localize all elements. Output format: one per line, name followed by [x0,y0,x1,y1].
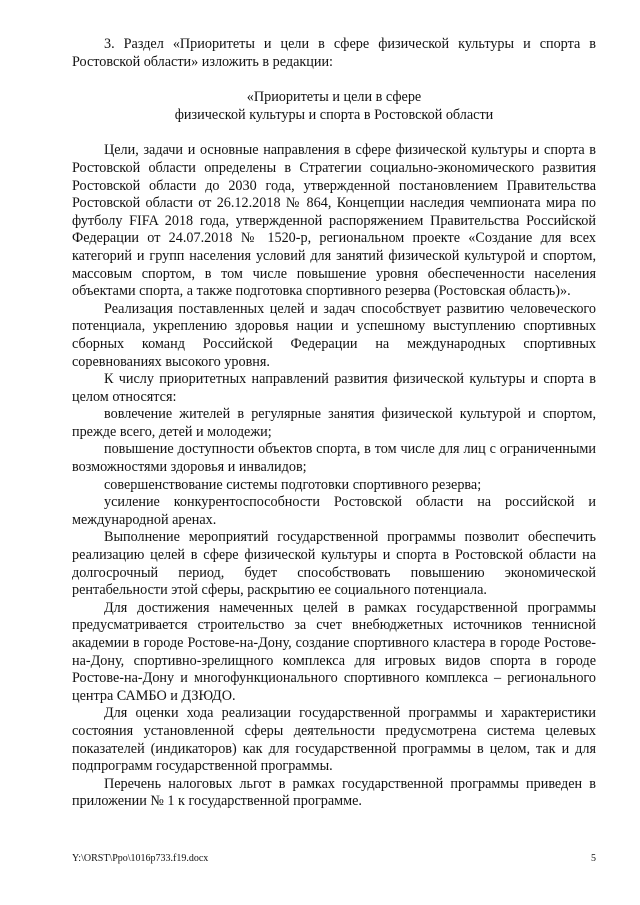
section-heading-line-1: «Приоритеты и цели в сфере [246,89,422,106]
paragraph-construction: Для достижения намеченных целей в рамках государственной программы предусматривается строительство за счет внебюджетных источников теннисной академии в городе Ростове-на-Дону, создание спортивного кластера в городе Ростове-на-Дону, спортивно-зрелищного комплекса для игровых видов спорта в городе Ростове-на-Дону и многофункционального спортивного комплекса – регионального центра САМБО и ДЗЮДО. [72,599,596,704]
document-body [72,36,596,811]
priority-item-involvement: вовлечение жителей в регулярные занятия физической культурой и спортом, прежде всего, детей и молодежи; [72,406,596,440]
paragraph-priorities-intro: К числу приоритетных направлений развития физической культуры и спорта в целом относятся: [72,371,596,405]
priority-item-reserve: совершенствование системы подготовки спортивного резерва; [104,476,482,493]
section-heading-line-2: физической культуры и спорта в Ростовской области [174,106,494,123]
file-path: Y:\ORST\Ppo\1016p733.f19.docx [72,853,209,864]
paragraph-tax-benefits: Перечень налоговых льгот в рамках государственной программы приведен в приложении № 1 к государственной программе. [72,775,596,810]
paragraph-program-outcomes: Выполнение мероприятий государственной программы позволит обеспечить реализацию целей в сфере физической культуры и спорта в Ростовской области на долгосрочный период, будет способствовать повышению экономической рентабельности этой сферы, раскрытию ее социального потенциала. [72,529,596,599]
paragraph-indicators: Для оценки хода реализации государственной программы и характеристики состояния установленной сферы деятельности предусмотрена система целевых показателей (индикаторов) как для государственной программы в целом, так и для подпрограмм государственной программы. [72,705,596,775]
section-heading [72,89,596,124]
priority-item-competitiveness: усиление конкурентоспособности Ростовской области на российской и международной аренах. [72,494,596,528]
paragraph-implementation: Реализация поставленных целей и задач способствует развитию человеческого потенциала, укреплению здоровья нации и успешному выступлению спортивных сборных команд Российской Федерации на международных спортивных соревнованиях высокого уровня. [72,300,596,370]
page-number: 5 [591,853,596,864]
paragraph-goals: Цели, задачи и основные направления в сфере физической культуры и спорта в Ростовской области определены в Стратегии социально-экономического развития Ростовской области до 2030 года, утвержденной постановлением Правительства Ростовской области от 26.12.2018 № 864, Концепции наследия чемпионата мира по футболу FIFA 2018 года, утвержденной распоряжением Правительства Российской Федерации от 24.07.2018 № 1520-р, региональном проекте «Создание для всех категорий и групп населения условий для занятий физической культурой и спортом, массовым спортом, в том числе повышение уровня обеспеченности населения объектами спорта, а также подготовка спортивного резерва (Ростовская область)». [72,142,596,300]
intro-paragraph: 3. Раздел «Приоритеты и цели в сфере физической культуры и спорта в Ростовской области» изложить в редакции: [72,36,596,70]
priority-item-accessibility: повышение доступности объектов спорта, в том числе для лиц с ограниченными возможностями здоровья и инвалидов; [72,441,596,476]
